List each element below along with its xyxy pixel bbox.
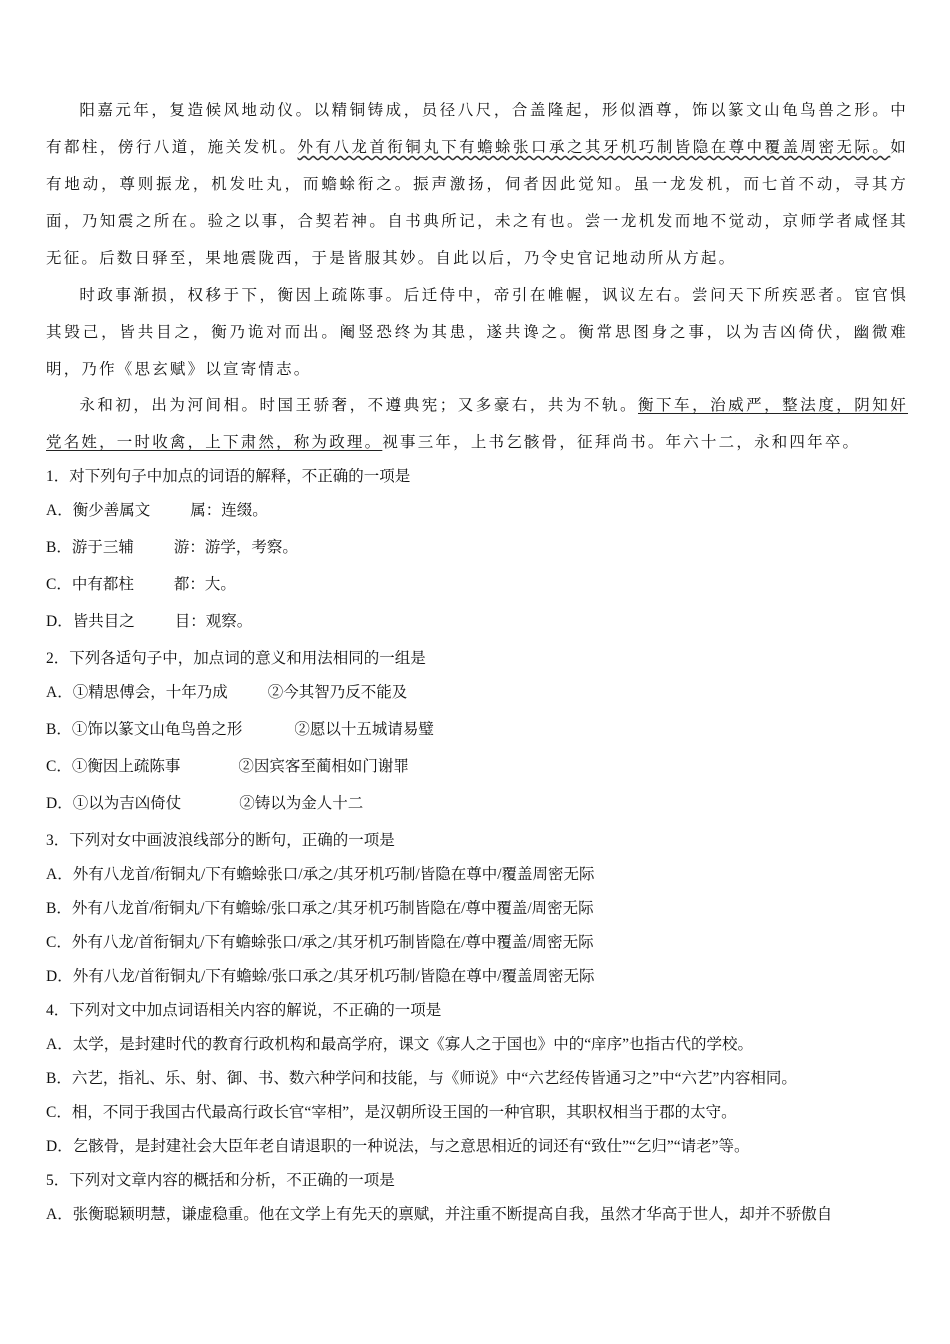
passage-text: 视事三年，上书乞骸骨，征拜尚书。年六十二，永和四年卒。 bbox=[382, 433, 861, 451]
answer-option: D．乞骸骨，是封建社会大臣年老自请退职的一种说法，与之意思相近的词还有“致仕”“乞归”“请老”等。 bbox=[46, 1138, 750, 1155]
passage-paragraph-3 bbox=[46, 387, 908, 461]
question-stem: 4．下列对文中加点词语相关内容的解说，不正确的一项是 bbox=[46, 1002, 442, 1019]
passage-paragraph-1 bbox=[46, 92, 908, 277]
answer-option: D．①以为吉凶倚仗 ②铸以为金人十二 bbox=[46, 795, 364, 812]
answer-option: B．游于三辅 游：游学，考察。 bbox=[46, 539, 298, 556]
answer-option: C．①衡因上疏陈事 ②因宾客至蔺相如门谢罪 bbox=[46, 758, 409, 775]
answer-option: A．张衡聪颖明慧，谦虚稳重。他在文学上有先天的禀赋，并注重不断提高自我，虽然才华高于世人，却并不骄傲自 bbox=[46, 1206, 833, 1223]
answer-option: C．中有都柱 都：大。 bbox=[46, 576, 236, 593]
underlined-sentence: 衡下车，治威严，整法度，阴知奸党名姓，一时收禽，上下肃然，称为政理。 bbox=[46, 396, 909, 451]
question-stem: 2．下列各适句子中，加点词的意义和用法相同的一组是 bbox=[46, 650, 426, 667]
answer-option: B．外有八龙首/衔铜丸/下有蟾蜍/张口承之/其牙机巧制皆隐在/尊中覆盖/周密无际 bbox=[46, 900, 594, 917]
answer-option: B．①饰以篆文山龟鸟兽之形 ②愿以十五城请易璧 bbox=[46, 721, 434, 738]
answer-option: D．皆共目之 目：观察。 bbox=[46, 613, 253, 630]
answer-option: A．外有八龙首/衔铜丸/下有蟾蜍张口/承之/其牙机巧制/皆隐在尊中/覆盖周密无际 bbox=[46, 866, 595, 883]
question-stem: 3．下列对女中画波浪线部分的断句，正确的一项是 bbox=[46, 832, 395, 849]
answer-option: A．①精思傅会，十年乃成 ②今其智乃反不能及 bbox=[46, 684, 408, 701]
answer-option: A．衡少善属文 属：连缀。 bbox=[46, 502, 268, 519]
passage-text: 永和初，出为河间相。时国王骄奢，不遵典宪；又多豪右，共为不轨。 bbox=[79, 396, 638, 414]
answer-option: D．外有八龙/首衔铜丸/下有蟾蜍/张口承之/其牙机巧制/皆隐在尊中/覆盖周密无际 bbox=[46, 968, 595, 985]
question-stem: 1．对下列句子中加点的词语的解释，不正确的一项是 bbox=[46, 468, 411, 485]
passage-paragraph-2 bbox=[46, 277, 908, 388]
passage-text: 阳嘉元年，复造候风地动仪。以精铜铸成，员径八尺，合盖隆起，形似酒尊，饰以篆文山龟鸟兽之形。中有都柱，傍行八道，施关发机。 bbox=[46, 101, 908, 156]
answer-option: C．外有八龙/首衔铜丸/下有蟾蜍张口/承之/其牙机巧制皆隐在/尊中覆盖/周密无际 bbox=[46, 934, 594, 951]
answer-option: C．相，不同于我国古代最高行政长官“宰相”，是汉朝所设王国的一种官职，其职权相当于郡的太守。 bbox=[46, 1104, 737, 1121]
answer-option: A．太学，是封建时代的教育行政机构和最高学府，课文《寡人之于国也》中的“庠序”也指古代的学校。 bbox=[46, 1036, 753, 1053]
passage-text: 时政事渐损，权移于下，衡因上疏陈事。后迁侍中，帝引在帷幄，讽议左右。尝问天下所疾恶者。宦官惧其毁己，皆共目之，衡乃诡对而出。阉竖恐终为其患，遂共谗之。衡常思图身之事，以为吉凶倚伏，幽微难明，乃作《思玄赋》以宣寄情志。 bbox=[46, 286, 908, 378]
passage-text: 如有地动，尊则振龙，机发吐丸，而蟾蜍衔之。振声激扬，伺者因此觉知。虽一龙发机，而七首不动，寻其方面，乃知震之所在。验之以事，合契若神。自书典所记，未之有也。尝一龙机发而地不觉动，京师学者咸怪其无征。后数日驿至，果地震陇西，于是皆服其妙。自此以后，乃令史官记地动所从方起。 bbox=[46, 138, 908, 267]
wavy-underlined-sentence: 外有八龙首衔铜丸下有蟾蜍张口承之其牙机巧制皆隐在尊中覆盖周密无际。 bbox=[297, 138, 891, 156]
answer-option: B．六艺，指礼、乐、射、御、书、数六种学问和技能，与《师说》中“六艺经传皆通习之”中“六艺”内容相同。 bbox=[46, 1070, 797, 1087]
question-stem: 5．下列对文章内容的概括和分析，不正确的一项是 bbox=[46, 1172, 395, 1189]
